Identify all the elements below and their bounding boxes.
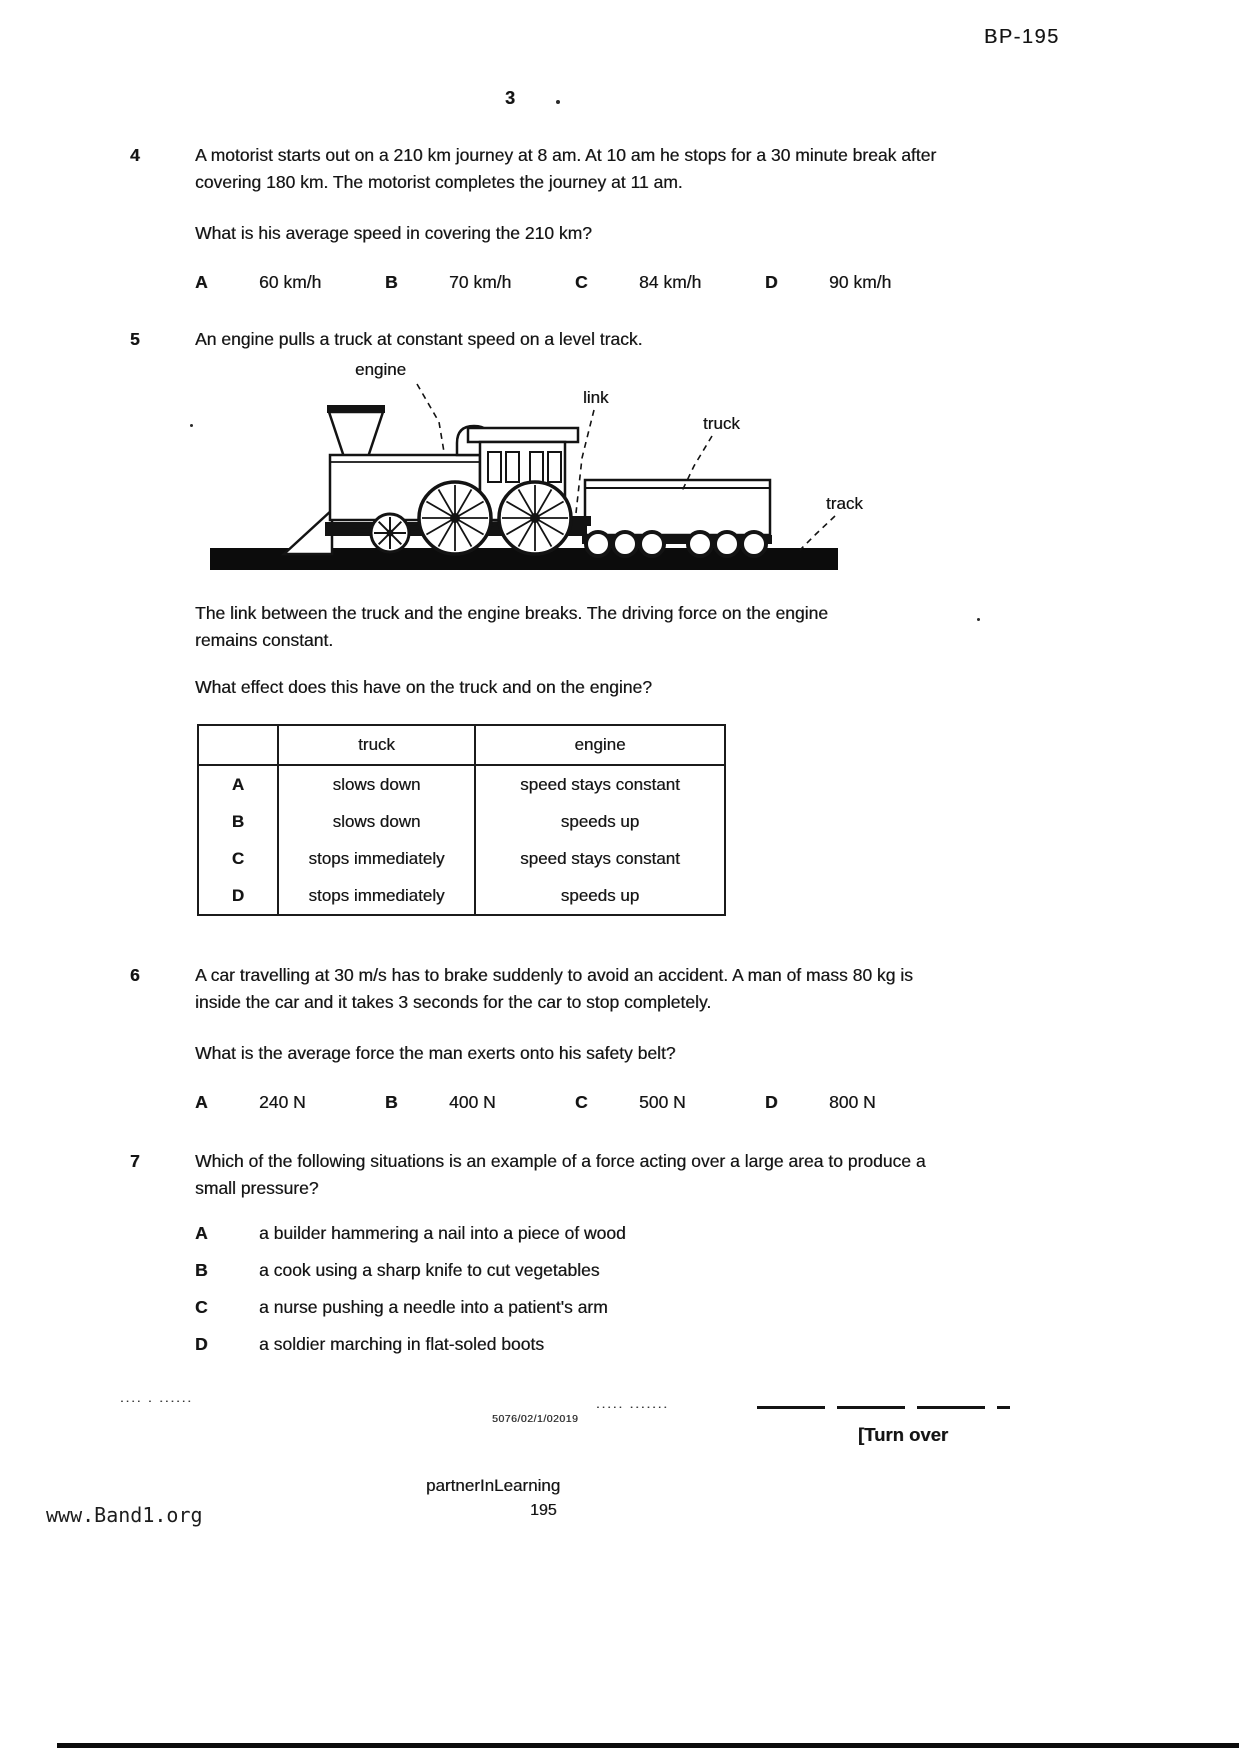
option-value: 400 N <box>449 1092 496 1112</box>
question-4 <box>130 142 1090 296</box>
row-letter: B <box>198 803 278 840</box>
option-d <box>765 269 955 296</box>
table-row <box>198 803 725 840</box>
option-value: 240 N <box>259 1092 306 1112</box>
track-label: track <box>826 494 863 513</box>
option-value: a cook using a sharp knife to cut vegetables <box>259 1260 600 1280</box>
turn-over-note: [Turn over <box>858 1424 949 1445</box>
option-b <box>385 269 575 296</box>
table-header-row <box>198 725 725 765</box>
option-value: 800 N <box>829 1092 876 1112</box>
option-letter: D <box>765 272 778 292</box>
row-letter: C <box>198 840 278 877</box>
option-c <box>575 269 765 296</box>
answer-table <box>197 724 726 916</box>
brand-page-number: 195 <box>530 1502 557 1519</box>
question-7 <box>130 1148 1090 1368</box>
question-number: 5 <box>130 329 140 349</box>
link-label: link <box>583 388 609 407</box>
question-number: 7 <box>130 1151 140 1171</box>
option-letter: A <box>195 1092 208 1112</box>
column-header-engine: engine <box>475 725 725 765</box>
question-stem: Which of the following situations is an example of a force acting over a large area to produce a small pressure? <box>195 1151 926 1198</box>
option-letter: D <box>195 1334 208 1354</box>
truck-cell: stops immediately <box>278 840 475 877</box>
option-value: a builder hammering a nail into a piece of wood <box>259 1223 626 1243</box>
track-leader-line <box>800 516 835 550</box>
drive-wheel <box>419 482 491 554</box>
truck-drawing <box>582 480 772 556</box>
engine-cell: speeds up <box>475 803 725 840</box>
options-row <box>195 269 1090 296</box>
question-text: What is the average force the man exerts onto his safety belt? <box>195 1043 676 1063</box>
option-a <box>195 1089 385 1116</box>
option-value: 90 km/h <box>829 272 892 292</box>
question-text: What is his average speed in covering the 210 km? <box>195 223 592 243</box>
front-wheel <box>371 514 409 552</box>
option-value: 500 N <box>639 1092 686 1112</box>
table-row <box>198 840 725 877</box>
scan-artifact-dashes: ..... ....... <box>596 1396 669 1411</box>
row-letter: A <box>198 765 278 803</box>
watermark-url: www.Band1.org <box>46 1503 203 1527</box>
corner-cell <box>198 725 278 765</box>
question-stem: A motorist starts out on a 210 km journey at 8 am. At 10 am he stops for a 30 minute break after covering 180 km. The motorist completes the journey at 11 am. <box>195 145 937 192</box>
paper-code: 5076/02/1/02019 <box>492 1413 579 1425</box>
table-row <box>198 765 725 803</box>
option-d <box>195 1331 1090 1358</box>
option-c <box>575 1089 765 1116</box>
passage-text: The link between the truck and the engine breaks. The driving force on the engine remains constant. <box>195 603 828 650</box>
scan-speck <box>977 618 980 621</box>
option-letter: B <box>385 1092 398 1112</box>
question-6 <box>130 962 1090 1116</box>
option-letter: B <box>195 1260 208 1280</box>
engine-leader-line <box>417 384 444 452</box>
option-b <box>195 1257 1090 1284</box>
options-list <box>130 1220 1090 1358</box>
option-letter: C <box>575 1092 588 1112</box>
question-number: 6 <box>130 965 140 985</box>
engine-cell: speed stays constant <box>475 840 725 877</box>
question-number: 4 <box>130 145 140 165</box>
option-letter: D <box>765 1092 778 1112</box>
footer-divider <box>757 1406 1010 1409</box>
engine-drawing <box>284 405 587 554</box>
truck-label: truck <box>703 414 740 433</box>
train-diagram <box>205 358 885 580</box>
engine-cell: speed stays constant <box>475 765 725 803</box>
question-5-passage-block <box>195 600 955 701</box>
train-drawing <box>205 358 885 580</box>
scan-speck <box>556 100 560 104</box>
option-letter: A <box>195 1223 208 1243</box>
question-stem: A car travelling at 30 m/s has to brake suddenly to avoid an accident. A man of mass 80 kg is inside the car and it takes 3 seconds for the car to stop completely. <box>195 965 913 1012</box>
engine-cell: speeds up <box>475 877 725 915</box>
option-letter: C <box>195 1297 208 1317</box>
option-value: 70 km/h <box>449 272 512 292</box>
truck-cell: stops immediately <box>278 877 475 915</box>
row-letter: D <box>198 877 278 915</box>
doc-code: BP-195 <box>984 26 1060 48</box>
option-value: 60 km/h <box>259 272 322 292</box>
question-text: What effect does this have on the truck and on the engine? <box>195 677 652 697</box>
truck-cell: slows down <box>278 803 475 840</box>
option-a <box>195 1220 1090 1247</box>
table-row <box>198 877 725 915</box>
question-stem: An engine pulls a truck at constant speed on a level track. <box>195 329 643 349</box>
option-letter: B <box>385 272 398 292</box>
option-value: a soldier marching in flat-soled boots <box>259 1334 545 1354</box>
option-value: 84 km/h <box>639 272 702 292</box>
brand-text: partnerInLearning <box>426 1476 561 1495</box>
options-row <box>195 1089 1090 1116</box>
option-value: a nurse pushing a needle into a patient's arm <box>259 1297 608 1317</box>
question-5 <box>130 326 1090 353</box>
page-number: 3 <box>505 88 516 108</box>
option-a <box>195 269 385 296</box>
option-b <box>385 1089 575 1116</box>
engine-label: engine <box>355 360 407 379</box>
option-c <box>195 1294 1090 1321</box>
truck-cell: slows down <box>278 765 475 803</box>
option-letter: A <box>195 272 208 292</box>
option-letter: C <box>575 272 588 292</box>
scan-artifact-dashes: .... . ...... <box>120 1390 193 1405</box>
drive-wheel <box>499 482 571 554</box>
column-header-truck: truck <box>278 725 475 765</box>
page-bottom-rule <box>57 1743 1239 1748</box>
option-d <box>765 1089 955 1116</box>
scan-speck <box>190 424 193 427</box>
